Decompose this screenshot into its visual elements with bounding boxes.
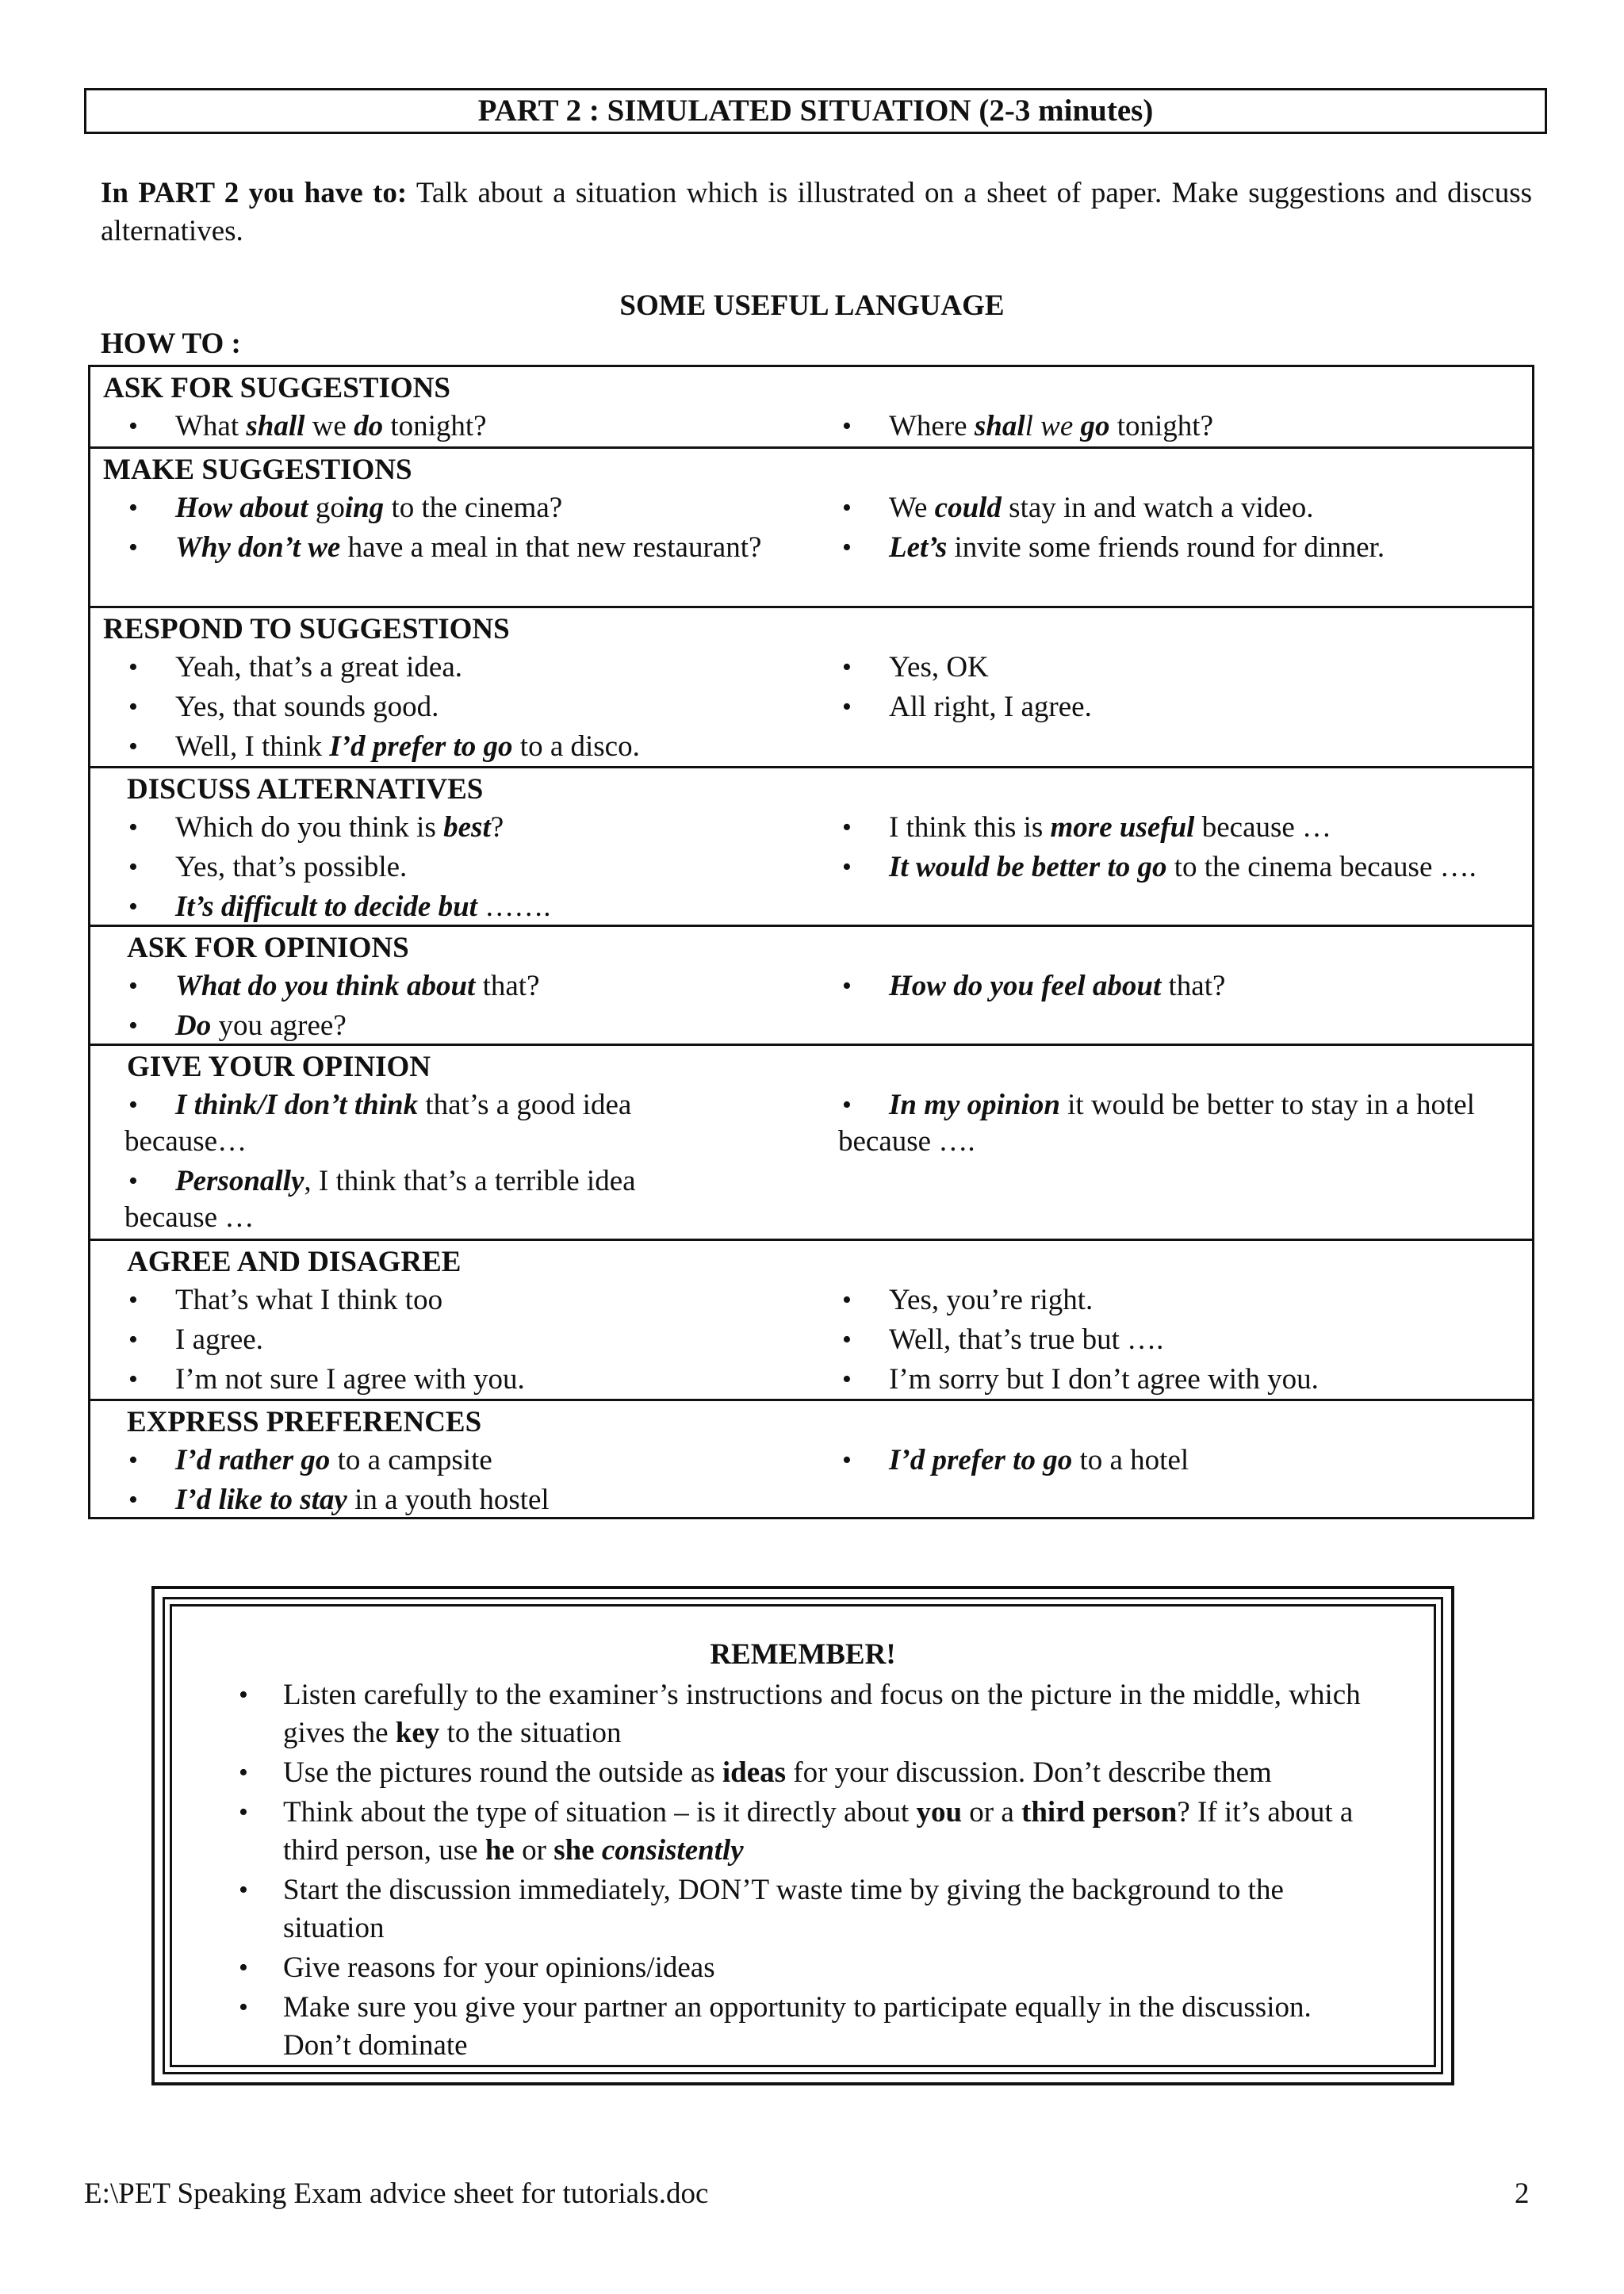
text-segment: that’s a good idea [418,1089,632,1121]
bullet-icon: • [128,533,138,562]
text-segment: Well, that’s true but …. [889,1323,1164,1356]
text-segment: ? If it’s about a third person, use [283,1796,1354,1867]
remember-item [239,1676,1385,1752]
text-segment: I’d prefer to go [889,1444,1073,1476]
bullet-icon: • [128,1485,138,1515]
bullet-icon: • [128,1325,138,1354]
section-make-suggestions [90,446,1532,606]
left-column [90,968,804,1044]
intro-lead: In PART 2 you have to: [101,177,408,209]
text-segment: that? [1161,970,1226,1002]
text-segment: to a disco. [512,730,640,763]
text-segment: ideas [722,1756,787,1789]
text-segment: in a youth hostel [347,1484,550,1516]
text-segment: do [354,410,384,442]
bullet-icon: • [239,1680,248,1710]
text-segment: Why don’t we [175,531,341,564]
page-title: PART 2 : SIMULATED SITUATION (2-3 minutes) [84,88,1547,134]
continuation-text: because… [124,1125,247,1158]
bullet-icon: • [128,653,138,682]
section-title: EXPRESS PREFERENCES [127,1406,482,1438]
section-title: DISCUSS ALTERNATIVES [127,773,484,806]
bullet-icon: • [128,732,138,761]
bullet-icon: • [842,1325,852,1354]
text-segment: Yes, that’s possible. [175,851,408,883]
text-segment: to a campsite [330,1444,492,1476]
bullet-icon: • [128,692,138,722]
section-title: ASK FOR SUGGESTIONS [103,372,450,404]
left-column [90,490,804,566]
bullet-icon: • [842,1365,852,1394]
section-title: RESPOND TO SUGGESTIONS [103,613,510,645]
left-column [90,810,804,925]
left-column [90,649,804,765]
text-segment: Make sure you give your partner an opportunity to participate equally in the discussion. Don’t dominate [283,1991,1312,2062]
text-segment: ……. [477,890,551,923]
text-segment: key [395,1717,440,1749]
section-ask-for-suggestions [90,367,1532,446]
phrase-item [804,849,1518,886]
right-column [804,810,1518,886]
bullet-icon: • [128,412,138,441]
phrase-item [90,1322,804,1358]
text-segment: I’m sorry but I don’t agree with you. [889,1363,1319,1396]
remember-box-inner-border [163,1597,1443,2074]
bullet-icon: • [842,813,852,842]
text-segment: Yes, that sounds good. [175,691,439,723]
text-segment: consistently [601,1834,744,1867]
phrase-item [90,490,804,527]
text-segment: could [934,492,1002,524]
phrase-item [804,490,1518,527]
bullet-icon: • [128,1285,138,1315]
text-segment: more useful [1050,811,1195,844]
bullet-icon: • [239,1758,248,1787]
bullet-icon: • [842,971,852,1001]
footer-filename: E:\PET Speaking Exam advice sheet for tutorials.doc [84,2177,709,2210]
remember-box-inner-border-2 [170,1604,1436,2067]
text-segment: I’m not sure I agree with you. [175,1363,525,1396]
bullet-icon: • [128,1166,138,1196]
phrase-item [804,1322,1518,1358]
remember-item [239,1949,1385,1987]
text-segment: It’s difficult to decide but [175,890,477,923]
continuation-text: because …. [838,1125,975,1158]
text-segment: Well, I think [175,730,330,763]
text-segment: he [485,1834,515,1867]
text-segment: Yes, OK [889,651,989,684]
text-segment: ing [344,492,385,524]
bullet-icon: • [842,533,852,562]
useful-language-table [88,365,1534,1519]
text-segment: to the cinema? [384,492,563,524]
phrase-item [90,408,804,445]
text-segment: I’d prefer to go [329,730,513,763]
bullet-icon: • [842,493,852,523]
text-segment: , I think that’s a terrible idea [304,1165,636,1197]
phrase-item [804,689,1518,726]
phrase-item [90,649,804,686]
bullet-icon: • [239,1798,248,1827]
footer-page-number: 2 [1515,2177,1530,2210]
remember-item [239,1871,1385,1947]
phrase-item [804,530,1518,566]
section-title: MAKE SUGGESTIONS [103,454,412,486]
text-segment: Where [889,410,975,442]
text-segment: she [553,1834,595,1867]
text-segment: that? [475,970,540,1002]
useful-language-heading: SOME USEFUL LANGUAGE [619,289,1005,322]
bullet-icon: • [842,852,852,882]
bullet-icon: • [128,971,138,1001]
phrase-item [90,889,804,925]
bullet-icon: • [128,1090,138,1120]
phrase-item [804,408,1518,445]
text-segment: we [304,410,354,442]
text-segment: it would be better to stay in a hotel [1059,1089,1475,1121]
text-segment: best [443,811,491,844]
bullet-icon: • [842,412,852,441]
section-ask-for-opinions [90,925,1532,1044]
phrase-item [804,1361,1518,1398]
right-column [804,1442,1518,1479]
text-segment: go [1080,410,1110,442]
bullet-icon: • [128,1446,138,1475]
text-segment: Think about the type of situation – is it directly about [283,1796,917,1829]
phrase-item [90,530,804,566]
right-column [804,408,1518,445]
phrase-item [804,810,1518,846]
text-segment: Start the discussion immediately, DON’T waste time by giving the background to the situation [283,1874,1284,1944]
text-segment: to a hotel [1072,1444,1189,1476]
text-segment: or [514,1834,554,1867]
remember-list [239,1676,1385,2066]
remember-item [239,1754,1385,1792]
text-segment: That’s what I think too [175,1284,443,1316]
phrase-item [90,1482,804,1518]
phrase-item [90,729,804,765]
text-segment: Yeah, that’s a great idea. [175,651,463,684]
left-column [90,408,804,445]
left-column [90,1087,804,1236]
text-segment: third person [1021,1796,1178,1829]
right-column [804,1087,1518,1160]
text-segment: to the cinema because …. [1166,851,1477,883]
phrase-item [804,1282,1518,1319]
bullet-icon: • [128,813,138,842]
text-segment: tonight? [383,410,487,442]
section-agree-and-disagree [90,1239,1532,1399]
text-segment: I think/I don’t think [175,1089,419,1121]
bullet-icon: • [128,892,138,921]
continuation-text: because … [124,1201,255,1234]
remember-item [239,1989,1385,2065]
right-column [804,490,1518,566]
section-discuss-alternatives [90,766,1532,925]
text-segment: l we [1025,410,1081,442]
text-segment: We [889,492,935,524]
section-respond-to-suggestions [90,606,1532,766]
text-segment: shal [974,410,1025,442]
text-segment: tonight? [1109,410,1214,442]
bullet-icon: • [842,692,852,722]
bullet-icon: • [239,1993,248,2022]
text-segment: Yes, you’re right. [889,1284,1094,1316]
phrase-item [90,1442,804,1479]
phrase-item [804,1442,1518,1479]
phrase-item [804,649,1518,686]
right-column [804,1282,1518,1398]
text-segment: All right, I agree. [889,691,1092,723]
bullet-icon: • [128,493,138,523]
bullet-icon: • [128,1011,138,1040]
intro-paragraph [101,174,1532,251]
text-segment: because … [1194,811,1332,844]
section-title: AGREE AND DISAGREE [127,1246,462,1278]
phrase-item [90,968,804,1005]
bullet-icon: • [239,1953,248,1982]
phrase-item [90,810,804,846]
right-column [804,649,1518,726]
left-column [90,1442,804,1518]
left-column [90,1282,804,1398]
bullet-icon: • [842,1090,852,1120]
bullet-icon: • [842,1446,852,1475]
intro-text: Talk about a situation which is illustrated on a sheet of paper. Make suggestions and discuss alternatives. [101,177,1533,247]
bullet-icon: • [842,1285,852,1315]
text-segment: It would be better to go [889,851,1167,883]
text-segment [595,1834,602,1867]
bullet-icon: • [239,1875,248,1905]
text-segment: How do you feel about [889,970,1162,1002]
text-segment: for your discussion. Don’t describe them [786,1756,1272,1789]
phrase-item [90,1163,804,1236]
section-title: GIVE YOUR OPINION [127,1051,431,1083]
text-segment: or a [962,1796,1022,1829]
text-segment: What do you think about [175,970,476,1002]
text-segment: I’d like to stay [175,1484,347,1516]
text-segment: Let’s [889,531,948,564]
remember-item [239,1794,1385,1870]
right-column [804,968,1518,1005]
text-segment: go [308,492,345,524]
text-segment: Give reasons for your opinions/ideas [283,1951,715,1984]
section-title: ASK FOR OPINIONS [127,932,409,964]
phrase-item [90,1008,804,1044]
section-give-your-opinion [90,1044,1532,1239]
text-segment: to the situation [439,1717,622,1749]
text-segment: I’d rather go [175,1444,331,1476]
text-segment: In my opinion [889,1089,1060,1121]
bullet-icon: • [128,1365,138,1394]
section-express-preferences [90,1399,1532,1519]
text-segment: you agree? [211,1009,347,1042]
phrase-item [90,1087,804,1160]
text-segment: Which do you think is [175,811,444,844]
text-segment: I think this is [889,811,1051,844]
phrase-item [90,1361,804,1398]
text-segment: shall [246,410,305,442]
text-segment: What [175,410,247,442]
text-segment: you [916,1796,963,1829]
text-segment: ? [490,811,504,844]
text-segment: Do [175,1009,212,1042]
phrase-item [804,1087,1518,1160]
text-segment: I agree. [175,1323,263,1356]
text-segment: invite some friends round for dinner. [947,531,1385,564]
text-segment: have a meal in that new restaurant? [340,531,762,564]
how-to-label: HOW TO : [101,327,241,360]
phrase-item [90,1282,804,1319]
text-segment: Use the pictures round the outside as [283,1756,722,1789]
remember-box [151,1586,1454,2085]
text-segment: Listen carefully to the examiner’s instructions and focus on the picture in the middle, which gives the [283,1679,1361,1749]
phrase-item [804,968,1518,1005]
text-segment: How about [175,492,308,524]
phrase-item [90,689,804,726]
text-segment: Personally [175,1165,304,1197]
remember-title: REMEMBER! [710,1638,896,1671]
bullet-icon: • [842,653,852,682]
bullet-icon: • [128,852,138,882]
text-segment: stay in and watch a video. [1001,492,1314,524]
phrase-item [90,849,804,886]
